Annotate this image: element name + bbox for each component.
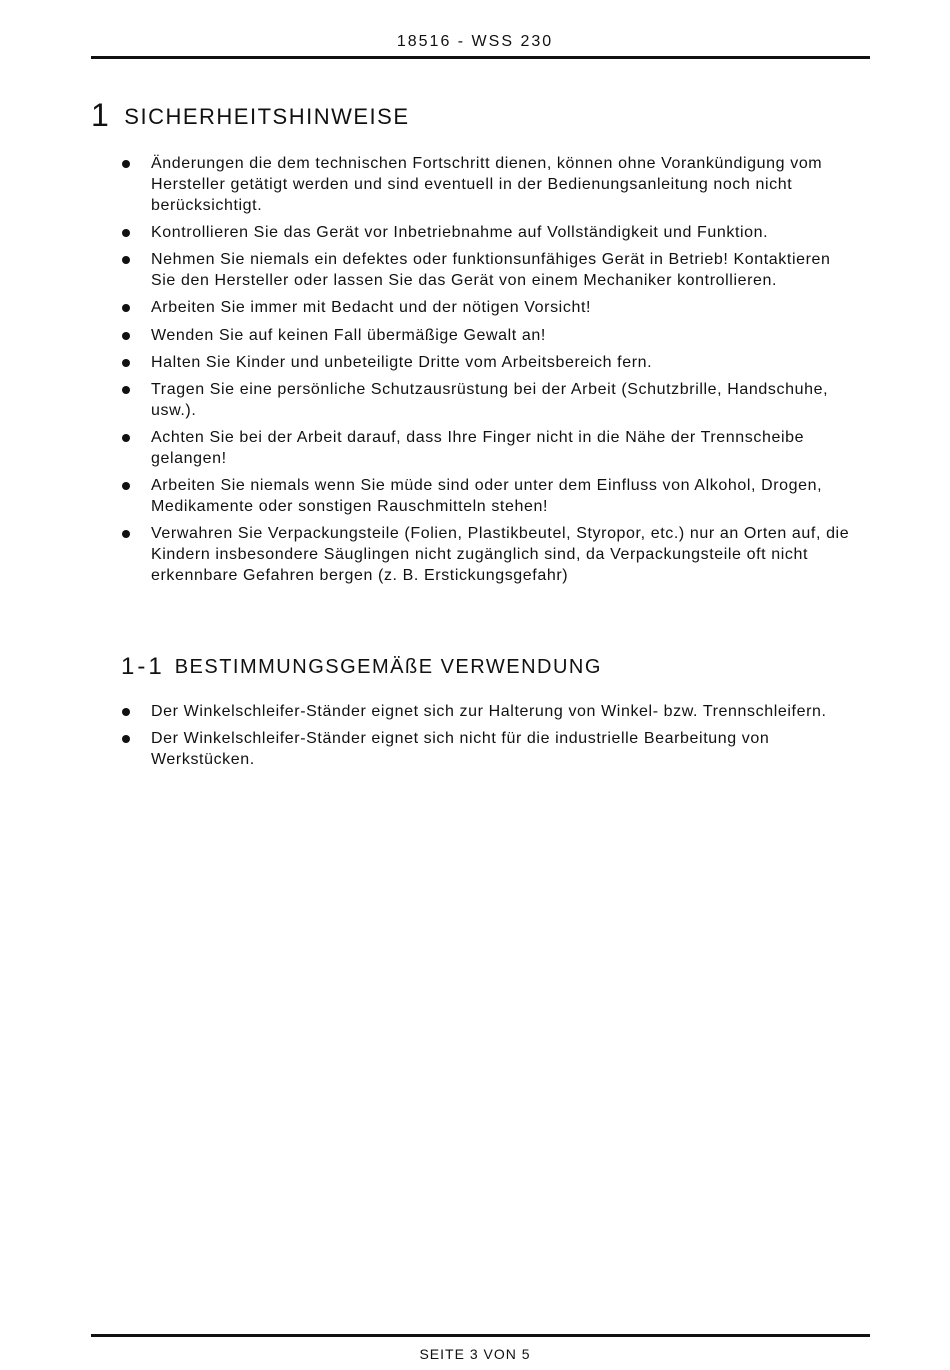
safety-list bbox=[0, 154, 950, 593]
list-item-text: Der Winkelschleifer-Ständer eignet sich zur Halterung von Winkel- bzw. Trennschleifern. bbox=[151, 703, 827, 720]
list-item bbox=[0, 223, 851, 244]
list-item-text: Arbeiten Sie niemals wenn Sie müde sind oder unter dem Einfluss von Alkohol, Drogen, Medikamente oder sonstigen Rauschmitteln stehen! bbox=[151, 477, 823, 516]
list-item bbox=[0, 729, 851, 771]
list-item-text: Nehmen Sie niemals ein defektes oder funktionsunfähiges Gerät in Betrieb! Kontaktieren Sie den Hersteller oder lassen Sie das Gerät von einem Mechaniker kontrollieren. bbox=[151, 251, 831, 289]
list-item-text: Arbeiten Sie immer mit Bedacht und der nötigen Vorsicht! bbox=[151, 299, 592, 317]
list-item bbox=[0, 326, 851, 347]
header-rule bbox=[91, 56, 870, 59]
list-item-text: Tragen Sie eine persönliche Schutzausrüstung bei der Arbeit (Schutzbrille, Handschuhe, usw.). bbox=[151, 381, 829, 419]
subsection-heading bbox=[121, 652, 602, 682]
list-item-text: Der Winkelschleifer-Ständer eignet sich nicht für die industrielle Bearbeitung von Werkstücken. bbox=[151, 730, 770, 769]
list-item bbox=[0, 476, 851, 518]
list-item bbox=[0, 353, 851, 374]
list-item bbox=[0, 298, 851, 319]
bullet-icon bbox=[122, 530, 130, 538]
list-item bbox=[0, 524, 851, 586]
list-item-text: Verwahren Sie Verpackungsteile (Folien, Plastikbeutel, Styropor, etc.) nur an Orten auf, die Kindern insbesondere Säuglingen nicht zugänglich sind, da Verpackungsteile oft nicht erkennbare Gefahren bergen (z. B. Erstickungsgefahr) bbox=[151, 525, 850, 585]
section-title: SICHERHEITSHINWEISE bbox=[124, 104, 410, 129]
page-header: 18516 - WSS 230 bbox=[396, 33, 554, 50]
list-item-text: Achten Sie bei der Arbeit darauf, dass Ihre Finger nicht in die Nähe der Trennscheibe gelangen! bbox=[151, 429, 805, 468]
list-item bbox=[0, 702, 851, 723]
list-item-text: Halten Sie Kinder und unbeteiligte Dritte vom Arbeitsbereich fern. bbox=[151, 353, 653, 371]
subsection-number: 1-1 bbox=[121, 653, 165, 680]
list-item bbox=[0, 380, 851, 422]
bullet-icon bbox=[122, 434, 130, 442]
subsection-title: BESTIMMUNGSGEMÄßE VERWENDUNG bbox=[174, 656, 602, 678]
bullet-icon bbox=[122, 482, 130, 490]
bullet-icon bbox=[122, 708, 130, 716]
bullet-icon bbox=[122, 229, 130, 237]
list-item-text: Wenden Sie auf keinen Fall übermäßige Gewalt an! bbox=[151, 326, 546, 344]
section-heading bbox=[91, 98, 410, 134]
bullet-icon bbox=[122, 386, 130, 394]
bullet-icon bbox=[122, 332, 130, 340]
footer-rule bbox=[91, 1334, 870, 1337]
list-item-text: Änderungen die dem technischen Fortschritt dienen, können ohne Vorankündigung vom Hersteller getätigt werden und sind eventuell in der Bedienungsanleitung noch nicht berücksichtigt. bbox=[151, 155, 823, 214]
list-item bbox=[0, 250, 851, 292]
list-item bbox=[0, 154, 851, 216]
section-number: 1 bbox=[91, 97, 111, 133]
list-item-text: Kontrollieren Sie das Gerät vor Inbetriebnahme auf Vollständigkeit und Funktion. bbox=[151, 223, 769, 241]
page-footer: SEITE 3 VON 5 bbox=[419, 1346, 531, 1362]
bullet-icon bbox=[122, 256, 130, 264]
usage-list bbox=[0, 702, 950, 777]
bullet-icon bbox=[122, 160, 130, 168]
list-item bbox=[0, 428, 851, 470]
bullet-icon bbox=[122, 359, 130, 367]
bullet-icon bbox=[122, 735, 130, 743]
bullet-icon bbox=[122, 304, 130, 312]
